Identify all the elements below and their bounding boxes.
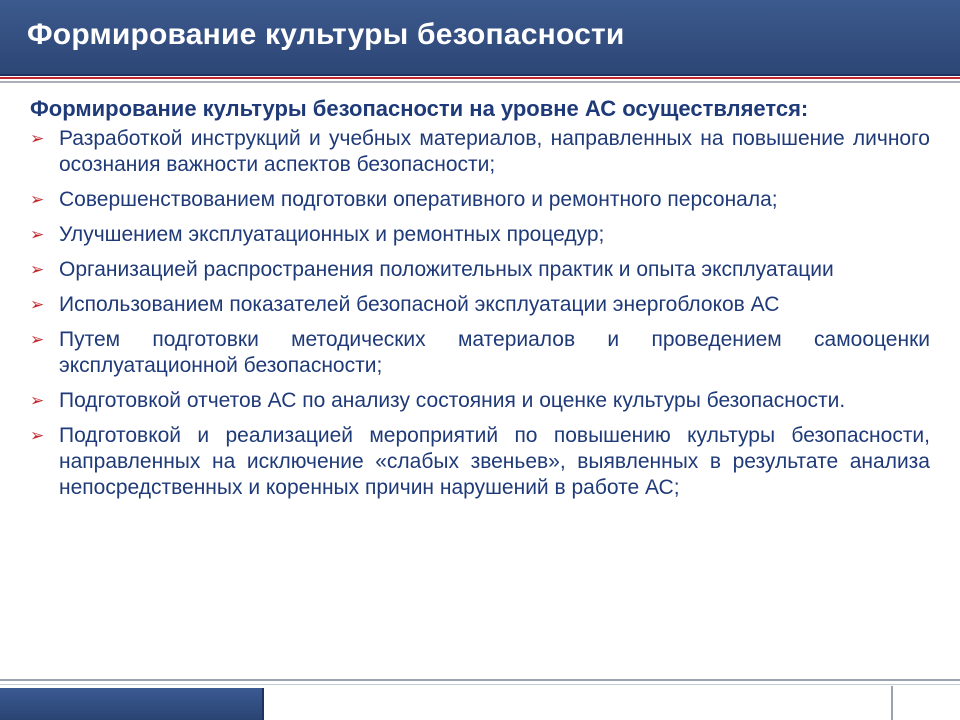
slide-title: Формирование культуры безопасности [27, 18, 625, 51]
arrowhead-bullet-icon: ➢ [30, 391, 45, 411]
list-item [30, 388, 930, 414]
list-item [30, 327, 930, 379]
lead-paragraph: Формирование культуры безопасности на уровне АС осуществляется: [30, 96, 809, 121]
header-accent-stripe [0, 77, 960, 79]
footer-divider-line [0, 679, 960, 681]
arrowhead-bullet-icon: ➢ [30, 225, 45, 245]
list-item [30, 423, 930, 501]
arrowhead-bullet-icon: ➢ [30, 426, 45, 446]
list-item-text: Подготовкой отчетов АС по анализу состояния и оценке культуры безопасности. [59, 389, 846, 412]
list-item-text: Разработкой инструкций и учебных материалов, направленных на повышение личного осознания важности аспектов безопасности; [59, 127, 930, 176]
slide-body [30, 96, 930, 510]
list-item [30, 257, 930, 283]
title-bar [0, 0, 960, 76]
list-item-text: Путем подготовки методических материалов и проведением самооценки эксплуатационной безопасности; [59, 328, 930, 377]
list-item [30, 126, 930, 178]
arrowhead-bullet-icon: ➢ [30, 190, 45, 210]
bullet-list [30, 126, 930, 501]
list-item [30, 187, 930, 213]
list-item-text: Организацией распространения положительных практик и опыта эксплуатации [59, 258, 834, 281]
list-item-text: Подготовкой и реализацией мероприятий по повышению культуры безопасности, направленных на исключение «слабых звеньев», выявленных в результате анализа непосредственных и коренных причин нарушений в работе АС; [59, 424, 930, 499]
list-item [30, 292, 930, 318]
header-divider-stripe [0, 81, 960, 83]
list-item-text: Улучшением эксплуатационных и ремонтных процедур; [59, 223, 605, 246]
arrowhead-bullet-icon: ➢ [30, 129, 45, 149]
footer-accent-block [0, 688, 264, 720]
arrowhead-bullet-icon: ➢ [30, 260, 45, 280]
footer-vertical-divider [891, 686, 893, 720]
arrowhead-bullet-icon: ➢ [30, 330, 45, 350]
list-item-text: Использованием показателей безопасной эксплуатации энергоблоков АС [59, 293, 780, 316]
list-item-text: Совершенствованием подготовки оперативного и ремонтного персонала; [59, 188, 778, 211]
list-item [30, 222, 930, 248]
footer-divider-line-thin [0, 684, 960, 685]
arrowhead-bullet-icon: ➢ [30, 295, 45, 315]
